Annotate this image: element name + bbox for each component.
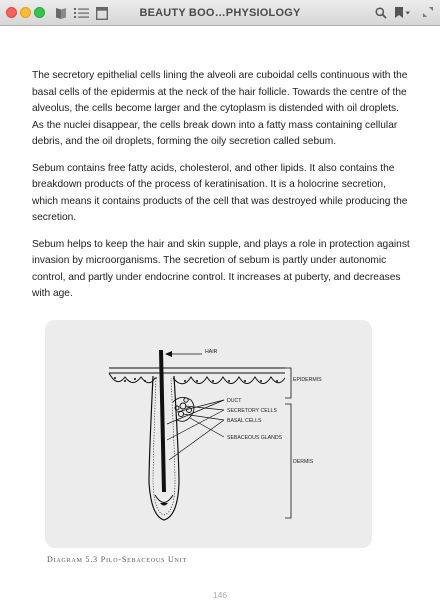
label-sebaceous-glands: SEBACEOUS GLANDS	[227, 435, 283, 441]
bookmark-icon[interactable]	[393, 5, 411, 21]
label-epidermis: EPIDERMIS	[293, 377, 322, 383]
title-bar	[0, 0, 440, 26]
label-basal-cells: BASAL CELLS	[227, 418, 262, 424]
search-icon[interactable]	[374, 5, 388, 21]
paragraph: The secretory epithelial cells lining the alveoli are cuboidal cells continuous with the basal cells of the epidermis at the neck of the hair follicle. Towards the centre of the alveolus, the cells become larger and the cytoplasm is distended with oil droplets. As the nuclei disappear, the cells break down into a fatty mass containing cellular debris, and the oil droplets, forming the oily secretion called sebum.	[32, 70, 408, 147]
library-icon[interactable]	[54, 5, 68, 21]
paragraph: Sebum helps to keep the hair and skin supple, and plays a role in protection against invasion by microorganisms. The secretion of sebum is partly under autonomic control, and partly under endocrine control. It increases at puberty, and decreases with age.	[32, 238, 410, 299]
zoom-window-button[interactable]	[34, 7, 45, 18]
label-dermis: DERMIS	[293, 459, 314, 465]
minimize-window-button[interactable]	[20, 7, 31, 18]
figure-panel	[45, 320, 372, 548]
window-title: BEAUTY BOO…PHYSIOLOGY	[139, 7, 301, 19]
pilo-sebaceous-diagram	[45, 320, 372, 548]
paragraph: Sebum contains free fatty acids, cholesterol, and other lipids. It also contains the breakdown products of the process of keratinisation. It is a holocrine secretion, which means it contains products of the cell that was destroyed while producing the secretion.	[32, 162, 408, 223]
page-number: 146	[212, 590, 228, 600]
label-hair: HAIR	[205, 349, 218, 355]
single-page-view-icon[interactable]	[95, 5, 109, 21]
label-duct: DUCT	[227, 398, 242, 404]
table-of-contents-icon[interactable]	[73, 5, 89, 21]
figure-caption: Diagram 5.3 Pilo-Sebaceous Unit	[47, 555, 187, 564]
fullscreen-icon[interactable]	[422, 4, 434, 20]
page-text	[32, 68, 412, 313]
label-secretory-cells: SECRETORY CELLS	[227, 408, 277, 414]
close-window-button[interactable]	[6, 7, 17, 18]
